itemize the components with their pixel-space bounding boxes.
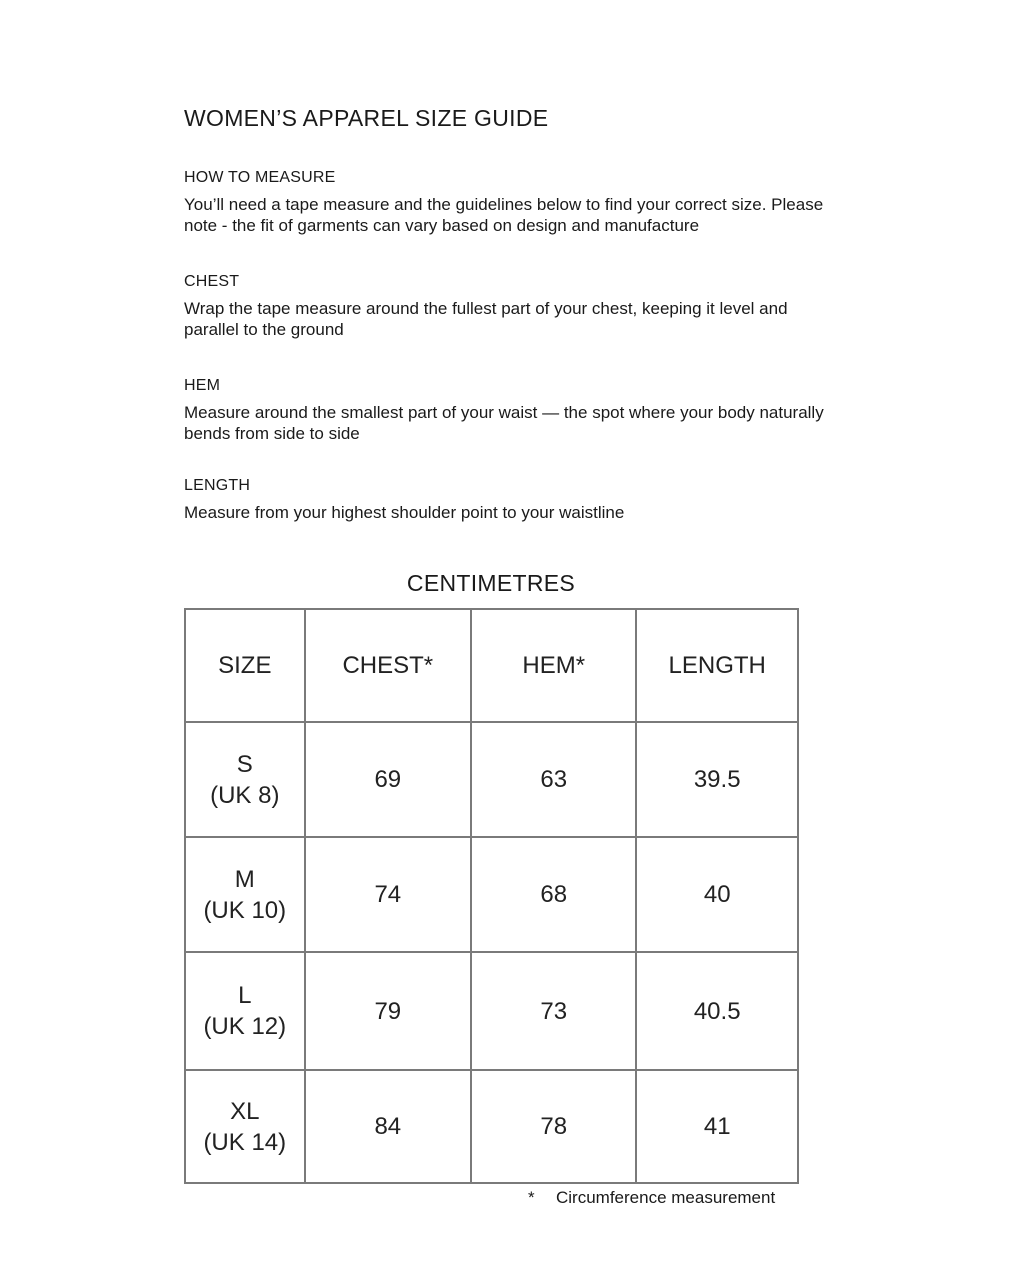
length-cell: 40.5 xyxy=(636,952,798,1070)
size-table xyxy=(184,608,799,1184)
size-cell xyxy=(185,722,305,837)
size-code: XL xyxy=(230,1097,260,1125)
hem-cell: 78 xyxy=(471,1070,636,1183)
uk-size: (UK 12) xyxy=(203,1013,287,1040)
footnote-marker: * xyxy=(528,1188,535,1207)
chest-cell: 79 xyxy=(305,952,472,1070)
section-heading: HOW TO MEASURE xyxy=(184,169,336,186)
uk-size: (UK 8) xyxy=(210,781,280,809)
footnote-text: Circumference measurement xyxy=(556,1188,776,1207)
section-heading: CHEST xyxy=(184,273,240,290)
size-code: S xyxy=(236,750,253,778)
unit-label: CENTIMETRES xyxy=(406,570,576,596)
table-row xyxy=(185,837,798,952)
section-body: Measure from your highest shoulder point to your waistline xyxy=(184,503,625,522)
length-cell: 39.5 xyxy=(636,722,798,837)
uk-size: (UK 10) xyxy=(203,896,287,924)
chest-cell: 69 xyxy=(305,722,472,837)
footnote xyxy=(528,1188,775,1208)
size-cell xyxy=(185,837,305,952)
hem-cell: 68 xyxy=(471,837,636,952)
table-row xyxy=(185,722,798,837)
section-chest xyxy=(184,272,844,340)
size-code: M xyxy=(234,865,255,893)
table-header-row xyxy=(185,609,798,722)
column-header-hem: HEM* xyxy=(471,609,636,722)
length-cell: 41 xyxy=(636,1070,798,1183)
section-how-to-measure xyxy=(184,168,844,236)
size-cell xyxy=(185,1070,305,1183)
section-heading: LENGTH xyxy=(184,477,251,494)
table-row xyxy=(185,1070,798,1183)
hem-cell: 73 xyxy=(471,952,636,1070)
section-length xyxy=(184,476,844,523)
length-cell: 40 xyxy=(636,837,798,952)
section-heading: HEM xyxy=(184,377,221,394)
size-cell xyxy=(185,952,305,1070)
uk-size: (UK 14) xyxy=(203,1128,287,1156)
column-header-size: SIZE xyxy=(185,609,305,722)
chest-cell: 74 xyxy=(305,837,472,952)
column-header-chest: CHEST* xyxy=(305,609,472,722)
section-hem xyxy=(184,376,844,444)
column-header-length: LENGTH xyxy=(636,609,798,722)
page-title: WOMEN’S APPAREL SIZE GUIDE xyxy=(184,105,549,131)
section-body: You’ll need a tape measure and the guidelines below to find your correct size. Please note - the fit of garments can vary based on design and manufacture xyxy=(184,195,824,235)
table-row xyxy=(185,952,798,1070)
section-body: Wrap the tape measure around the fullest part of your chest, keeping it level and parallel to the ground xyxy=(184,299,788,339)
hem-cell: 63 xyxy=(471,722,636,837)
section-body: Measure around the smallest part of your waist — the spot where your body naturally bends from side to side xyxy=(184,403,824,443)
size-code: L xyxy=(238,982,252,1009)
chest-cell: 84 xyxy=(305,1070,472,1183)
